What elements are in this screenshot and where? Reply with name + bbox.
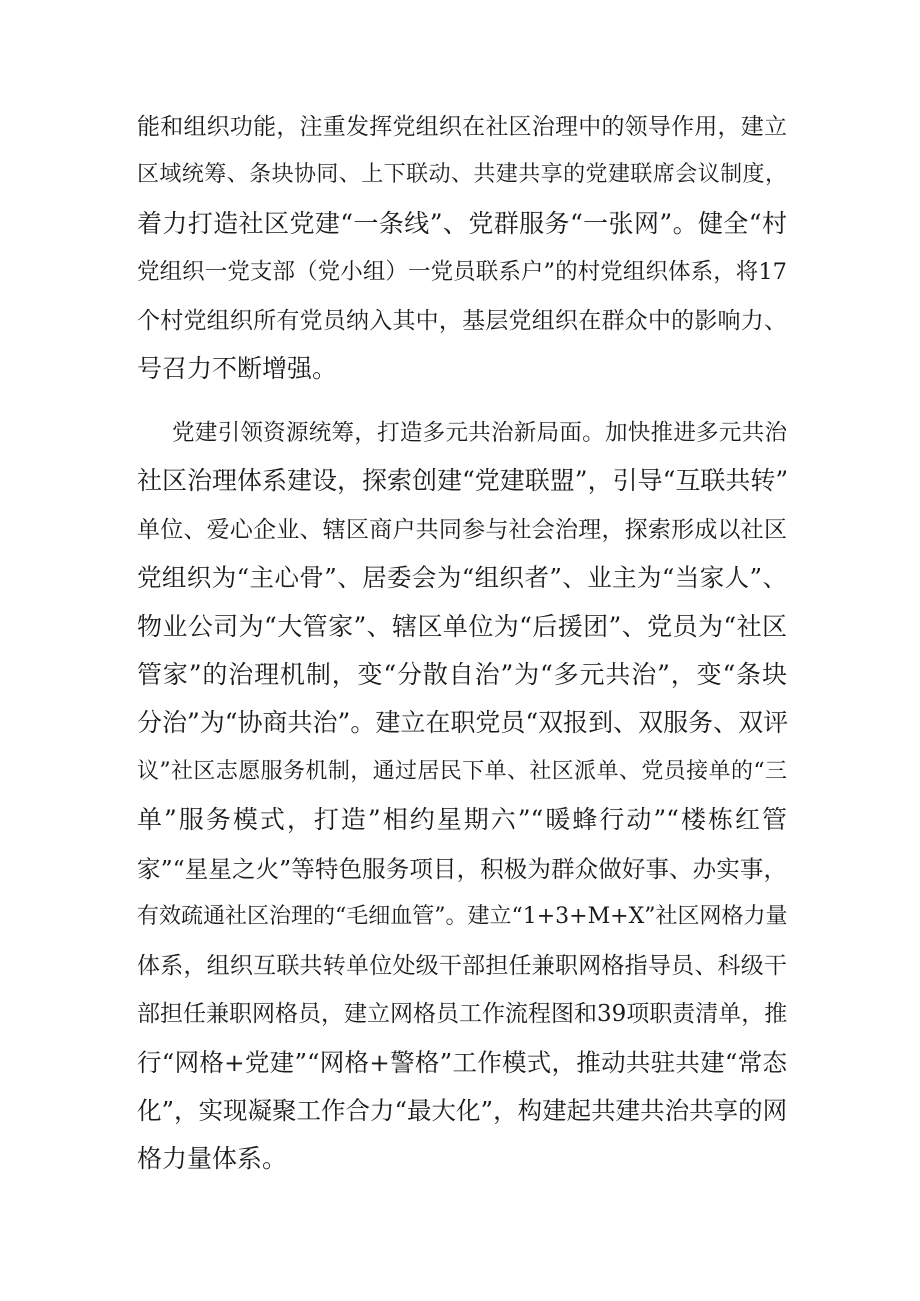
paragraph-line: 分治”为“协商共治”。建立在职党员“双报到、双服务、双评: [137, 708, 789, 737]
paragraph-line: 党组织一党支部（党小组）一党员联系户”的村党组织体系，将17: [137, 259, 787, 285]
paragraph-line: 个村党组织所有党员纳入其中，基层党组织在群众中的影响力、: [137, 308, 787, 334]
paragraph-line: 单”服务模式，打造”相约星期六”“暖蜂行动”“楼栋红管: [137, 805, 787, 834]
paragraph-line: 着力打造社区党建“一条线”、党群服务“一张网”。健全“村: [137, 209, 787, 238]
paragraph-line: 管家”的治理机制，变“分散自治”为“多元共治”，变“条块: [137, 660, 787, 689]
paragraph-line: 体系，组织互联共转单位处级干部担任兼职网格指导员、科级干: [137, 953, 787, 979]
paragraph-line: 格力量体系。: [137, 1144, 288, 1173]
paragraph-line: 社区治理体系建设，探索创建“党建联盟”，引导“互联共转”: [137, 466, 789, 495]
paragraph-line: 家”“星星之火”等特色服务项目，积极为群众做好事、办实事，: [137, 855, 787, 883]
paragraph-line: 部担任兼职网格员，建立网格员工作流程图和39项职责清单，推: [137, 1001, 788, 1027]
paragraph-line: 党组织为“主心骨”、居委会为“组织者”、业主为“当家人”、: [137, 563, 787, 592]
paragraph-line: 区域统筹、条块协同、上下联动、共建共享的党建联席会议制度，: [137, 162, 787, 187]
paragraph-line: 党建引领资源统筹，打造多元共治新局面。加快推进多元共治: [172, 420, 787, 446]
paragraph-line: 化”，实现凝聚工作合力“最大化”，构建起共建共治共享的网: [137, 1096, 788, 1125]
paragraph-line: 议”社区志愿服务机制，通过居民下单、社区派单、党员接单的“三: [137, 759, 787, 784]
paragraph-line: 单位、爱心企业、辖区商户共同参与社会治理，探索形成以社区: [137, 517, 787, 543]
paragraph-line: 行“网格+党建”“网格+警格”工作模式，推动共驻共建“常态: [137, 1048, 787, 1077]
paragraph-line: 号召力不断增强。: [137, 354, 338, 383]
paragraph-line: 物业公司为“大管家”、辖区单位为“后援团”、党员为“社区: [137, 612, 787, 641]
paragraph-line: 有效疏通社区治理的“毛细血管”。建立“1+3+M+X”社区网格力量: [137, 904, 788, 929]
paragraph-line: 能和组织功能，注重发挥党组织在社区治理中的领导作用，建立: [137, 114, 787, 140]
